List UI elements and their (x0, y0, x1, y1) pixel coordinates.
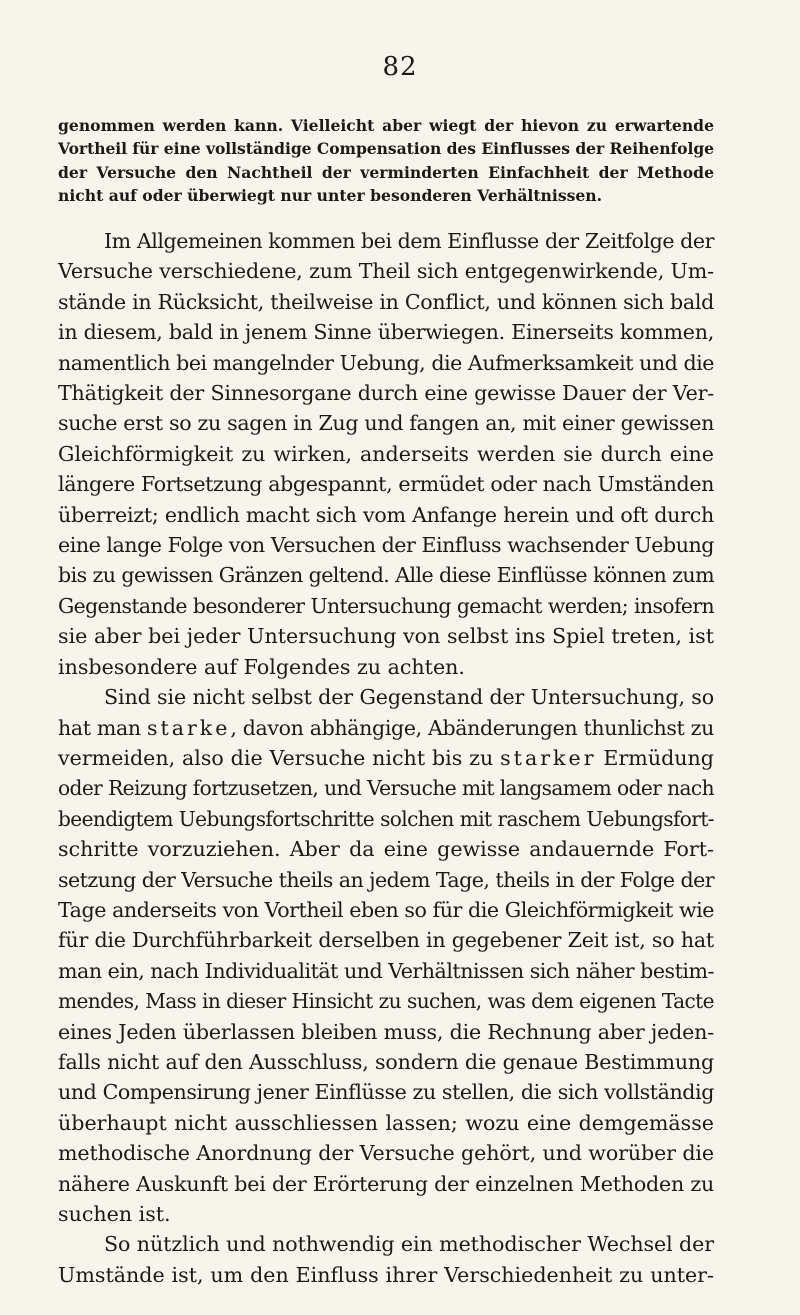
text-line: sie aber bei jeder Untersuchung von selbst ins Spiel treten, ist (58, 624, 714, 649)
text-line: der Versuche den Nachtheil der verminderten Einfachheit der Methode (58, 162, 714, 182)
text-line: eine lange Folge von Versuchen der Einfluss wachsender Uebung (58, 533, 714, 558)
emphasis-spaced: starker (500, 745, 597, 770)
page-number: 82 (382, 52, 418, 82)
text-segment: Ermüdung (596, 745, 714, 770)
text-line: überhaupt nicht ausschliessen lassen; wozu eine demgemässe (58, 1110, 714, 1135)
text-line: man ein, nach Individualität und Verhältnissen sich näher bestim- (58, 958, 715, 983)
emphasis-spaced: starke (146, 715, 231, 740)
text-line: Tage anderseits von Vortheil eben so für die Gleichförmigkeit wie (58, 897, 714, 922)
text-segment: vermeiden, also die Versuche nicht bis zu (58, 745, 501, 770)
text-line: oder Reizung fortzusetzen, und Versuche mit langsamem oder nach (58, 776, 714, 801)
text-line: Vortheil für eine vollständige Compensation des Einflusses der Reihenfolge (58, 139, 714, 159)
text-line: überreizt; endlich macht sich vom Anfange herein und oft durch (58, 502, 714, 527)
text-line: falls nicht auf den Ausschluss, sondern die genaue Bestimmung (58, 1049, 715, 1074)
text-line: suchen ist. (58, 1202, 171, 1226)
text-line: Gegenstande besonderer Untersuchung gemacht werden; insofern (58, 593, 714, 618)
text-line: namentlich bei mangelnder Uebung, die Aufmerksamkeit und die (58, 350, 714, 375)
text-line: genommen werden kann. Vielleicht aber wiegt der hievon zu erwartende (58, 116, 714, 135)
text-segment: hat man (58, 715, 147, 740)
text-line: und Compensirung jener Einflüsse zu stellen, die sich vollständig (58, 1080, 714, 1105)
text-line: Gleichförmigkeit zu wirken, anderseits werden sie durch eine (58, 441, 714, 466)
text-line: setzung der Versuche theils an jedem Tage, theils in der Folge der (58, 867, 715, 892)
paragraph (58, 682, 714, 1229)
text-line: Sind sie nicht selbst der Gegenstand der Untersuchung, so (104, 685, 715, 710)
paragraph (58, 1229, 714, 1290)
main-text (58, 226, 714, 1290)
text-line: beendigtem Uebungsfortschritte solchen mit raschem Uebungsfort- (58, 806, 714, 831)
text-line: So nützlich und nothwendig ein methodischer Wechsel der (104, 1232, 714, 1257)
text-line: für die Durchführbarkeit derselben in gegebener Zeit ist, so hat (58, 928, 714, 953)
text-line: bis zu gewissen Gränzen geltend. Alle diese Einflüsse können zum (58, 563, 714, 588)
intro-paragraph (58, 114, 714, 208)
paragraph (58, 226, 714, 682)
text-line: methodische Anordnung der Versuche gehört, und worüber die (58, 1141, 714, 1166)
text-segment: , davon abhängige, Abänderungen thunlichst zu (230, 715, 715, 740)
text-line: Versuche verschiedene, zum Theil sich entgegenwirkende, Um- (58, 259, 714, 284)
text-line: stände in Rücksicht, theilweise in Conflict, und können sich bald (58, 289, 714, 314)
text-line: suche erst so zu sagen in Zug und fangen an, mit einer gewissen (58, 411, 714, 436)
text-line: Thätigkeit der Sinnesorgane durch eine gewisse Dauer der Ver- (58, 381, 715, 406)
text-line: eines Jeden überlassen bleiben muss, die Rechnung aber jeden- (58, 1019, 714, 1044)
text-line: Im Allgemeinen kommen bei dem Einflusse der Zeitfolge der (104, 229, 715, 253)
text-line: längere Fortsetzung abgespannt, ermüdet oder nach Umständen (58, 472, 715, 497)
text-line: mendes, Mass in dieser Hinsicht zu suchen, was dem eigenen Tacte (58, 989, 714, 1014)
text-line: nähere Auskunft bei der Erörterung der einzelnen Methoden zu (58, 1171, 715, 1196)
text-line: schritte vorzuziehen. Aber da eine gewisse andauernde Fort- (58, 837, 714, 862)
text-line: Umstände ist, um den Einfluss ihrer Verschiedenheit zu unter- (58, 1262, 714, 1287)
text-line: insbesondere auf Folgendes zu achten. (58, 654, 465, 679)
text-line (58, 713, 714, 743)
text-line: nicht auf oder überwiegt nur unter besonderen Verhältnissen. (58, 186, 603, 206)
text-line (58, 743, 714, 773)
text-line: in diesem, bald in jenem Sinne überwiegen. Einerseits kommen, (58, 320, 714, 345)
